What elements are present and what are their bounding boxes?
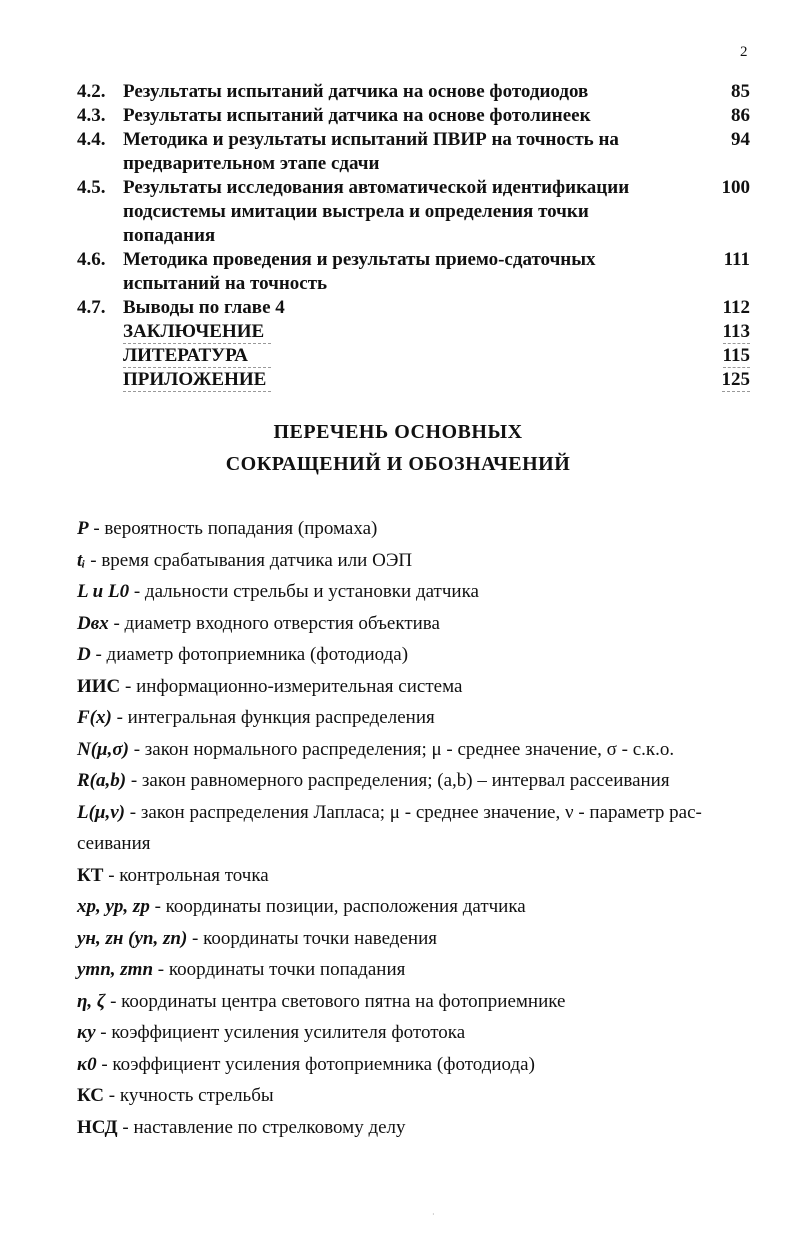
abbreviation-description: - информационно-измерительная система xyxy=(120,675,463,697)
toc-row[interactable] xyxy=(0,176,796,248)
abbreviation-item-continuation xyxy=(77,828,757,860)
abbreviation-term: L(μ,ν) xyxy=(77,801,126,823)
abbreviation-item xyxy=(77,671,757,703)
abbreviation-item xyxy=(77,639,757,671)
toc-title-line: предварительном этапе сдачи xyxy=(123,153,380,174)
abbreviation-term: L и L0 xyxy=(77,581,130,602)
toc-row[interactable] xyxy=(0,80,796,104)
abbreviation-description: - вероятность попадания (промаха) xyxy=(88,518,378,539)
section-heading-line1: ПЕРЕЧЕНЬ ОСНОВНЫХ xyxy=(273,421,523,443)
abbreviation-description: - контрольная точка xyxy=(103,864,269,886)
abbreviation-description: - коэффициент усиления фотоприемника (фотодиода) xyxy=(96,1053,535,1075)
toc-section-title: ЛИТЕРАТУРА xyxy=(123,344,271,368)
abbreviation-description: - закон равномерного распределения; (a,b) – интервал рассеивания xyxy=(126,770,670,791)
toc-title-line: подсистемы имитации выстрела и определения точки xyxy=(123,201,589,222)
abbreviation-description: - интегральная функция распределения xyxy=(111,707,435,728)
abbreviation-description: - координаты точки наведения xyxy=(187,927,437,949)
abbreviation-description: - дальности стрельбы и установки датчика xyxy=(129,581,479,602)
abbreviation-item xyxy=(77,954,757,986)
toc-page: 115 xyxy=(722,345,750,366)
toc-page: 113 xyxy=(722,321,750,342)
abbreviation-term: tᵢ xyxy=(77,549,86,571)
section-heading-line2: СОКРАЩЕНИЙ И ОБОЗНАЧЕНИЙ xyxy=(225,453,571,475)
abbreviation-item xyxy=(77,923,757,955)
toc-title-line: попадания xyxy=(123,225,216,246)
abbreviation-term: R(a,b) xyxy=(77,770,127,791)
abbreviation-term: D xyxy=(77,644,91,665)
toc-page: 112 xyxy=(722,297,750,318)
toc-page: 111 xyxy=(723,249,750,270)
toc-number: 4.7. xyxy=(77,297,106,318)
toc-row[interactable] xyxy=(0,296,796,320)
toc-title-line: Результаты испытаний датчика на основе фотодиодов xyxy=(123,81,589,102)
toc-title-line: Выводы по главе 4 xyxy=(123,297,285,318)
abbreviation-term: yн, zн (yn, zn) xyxy=(77,927,188,949)
scan-speck: · xyxy=(432,1210,435,1219)
page-number: 2 xyxy=(740,44,748,60)
toc-section-appendix[interactable] xyxy=(0,368,796,392)
abbreviation-description: - координаты точки попадания xyxy=(153,959,406,980)
abbreviation-term: ymn, zmn xyxy=(77,959,154,980)
abbreviation-term: N(μ,σ) xyxy=(77,738,129,760)
abbreviation-item xyxy=(77,576,757,608)
toc-row[interactable] xyxy=(0,248,796,296)
abbreviation-term: КС xyxy=(77,1085,105,1106)
toc-title-line: Методика проведения и результаты приемо-сдаточных xyxy=(123,249,596,270)
toc-page: 94 xyxy=(731,129,750,150)
toc-title-line: Результаты испытаний датчика на основе фотолинеек xyxy=(123,105,591,126)
abbreviation-item xyxy=(77,797,757,829)
abbreviation-item xyxy=(77,545,757,577)
toc-title xyxy=(123,104,683,128)
toc-title xyxy=(123,296,683,320)
abbreviation-item xyxy=(77,608,757,640)
toc-section-literature[interactable] xyxy=(0,344,796,368)
abbreviation-item xyxy=(77,765,757,797)
abbreviation-term: κ0 xyxy=(77,1053,97,1075)
toc-title-line: Методика и результаты испытаний ПВИР на точность на xyxy=(123,129,619,150)
abbreviation-term: НСД xyxy=(77,1116,118,1138)
toc-number: 4.5. xyxy=(77,177,106,198)
abbreviation-description: - координаты центра светового пятна на фотоприемнике xyxy=(105,990,566,1012)
abbreviation-term: κу xyxy=(77,1022,96,1043)
abbreviation-item xyxy=(77,891,757,923)
toc-number: 4.4. xyxy=(77,129,106,150)
toc-title xyxy=(123,80,683,104)
abbreviation-item xyxy=(77,734,757,766)
abbreviation-item xyxy=(77,513,757,545)
abbreviation-description: - координаты позиции, расположения датчика xyxy=(149,896,526,917)
abbreviation-item xyxy=(77,986,757,1018)
abbreviation-description: - время срабатывания датчика или ОЭП xyxy=(85,549,413,571)
toc-number: 4.3. xyxy=(77,105,106,126)
toc-page: 86 xyxy=(731,105,750,126)
abbreviation-item xyxy=(77,1017,757,1049)
abbreviation-item xyxy=(77,1112,757,1144)
abbreviation-term: η, ζ xyxy=(77,990,106,1012)
abbreviation-term: F(x) xyxy=(77,707,112,728)
toc-row[interactable] xyxy=(0,104,796,128)
abbreviation-item xyxy=(77,1049,757,1081)
abbreviation-description: - коэффициент усиления усилителя фототока xyxy=(95,1022,466,1043)
abbreviation-item xyxy=(77,702,757,734)
toc-section-conclusion[interactable] xyxy=(0,320,796,344)
abbreviation-term: КТ xyxy=(77,864,104,886)
toc-section-title: ЗАКЛЮЧЕНИЕ xyxy=(123,320,271,344)
abbreviation-description: - закон распределения Лапласа; μ - среднее значение, ν - параметр рас- xyxy=(125,801,702,823)
abbreviations-list xyxy=(77,513,757,1143)
toc-page: 125 xyxy=(721,369,750,390)
abbreviation-description: - закон нормального распределения; μ - среднее значение, σ - с.к.о. xyxy=(128,738,675,760)
toc-row[interactable] xyxy=(0,128,796,176)
abbreviation-term: ИИС xyxy=(77,675,121,697)
abbreviation-term: P xyxy=(77,518,89,539)
abbreviation-description: - наставление по стрелковому делу xyxy=(117,1116,406,1138)
abbreviation-description: - диаметр входного отверстия объектива xyxy=(108,612,440,634)
abbreviation-item xyxy=(77,860,757,892)
toc-title xyxy=(123,176,683,248)
abbreviation-description: - кучность стрельбы xyxy=(104,1085,274,1106)
toc-section-title: ПРИЛОЖЕНИЕ xyxy=(123,368,271,392)
abbreviation-description: - диаметр фотоприемника (фотодиода) xyxy=(90,644,409,665)
toc-number: 4.2. xyxy=(77,81,106,102)
toc-page: 85 xyxy=(731,81,750,102)
abbreviation-term: xp, yp, zp xyxy=(77,896,150,917)
toc-number: 4.6. xyxy=(77,249,106,270)
toc-page: 100 xyxy=(721,177,750,198)
abbreviation-term: Dвх xyxy=(77,612,109,634)
abbreviation-description: сеивания xyxy=(77,833,151,854)
toc-title xyxy=(123,128,683,176)
abbreviation-item xyxy=(77,1080,757,1112)
toc-title-line: испытаний на точность xyxy=(123,273,328,294)
toc-title-line: Результаты исследования автоматической идентификации xyxy=(123,177,630,198)
toc-title xyxy=(123,248,683,296)
table-of-contents xyxy=(0,80,796,392)
